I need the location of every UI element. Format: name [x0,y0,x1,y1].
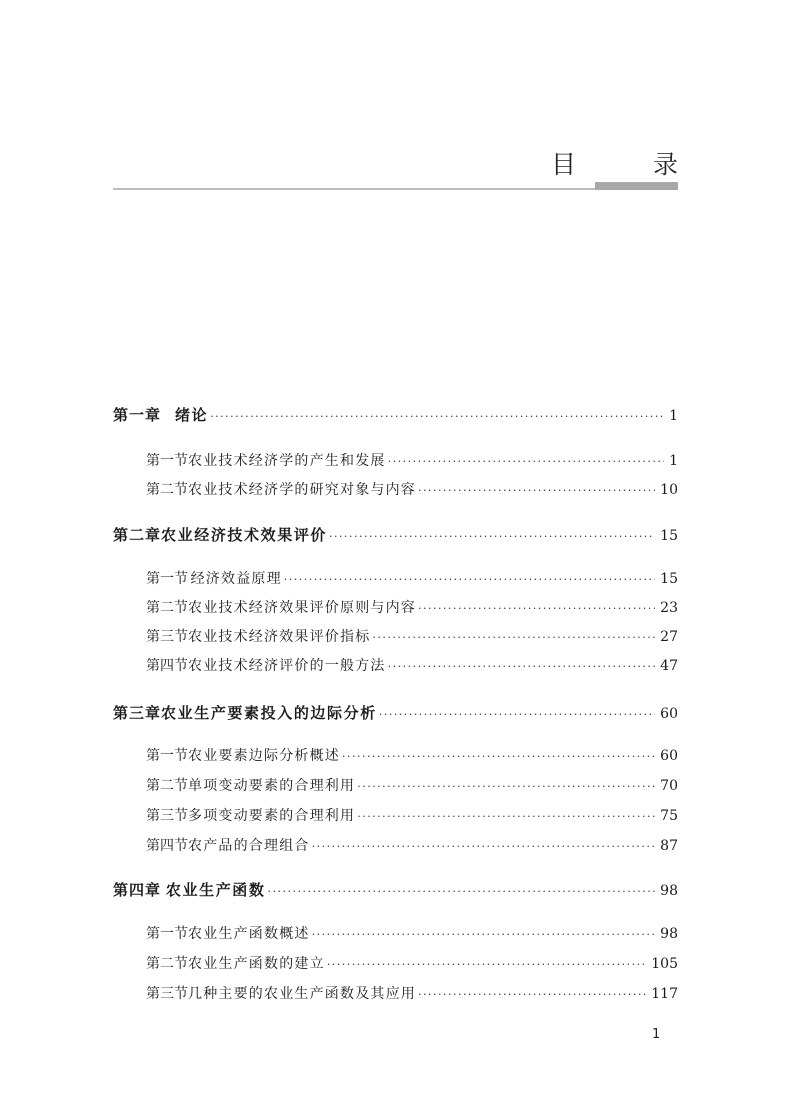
dot-leader [418,484,655,497]
toc-section-4-2[interactable] [146,953,678,973]
section-title: 单项变动要素的合理利用 [188,778,356,794]
chapter-number: 第一章 [113,406,162,424]
chapter-number: 第二章 [113,526,162,544]
page-ref: 98 [660,883,678,899]
dot-leader [388,660,656,673]
dot-leader [327,958,646,971]
dot-leader [379,708,655,721]
section-number: 第一节 [146,571,188,587]
section-title: 经济效益原理 [190,571,282,587]
page-ref: 15 [660,571,678,587]
dot-leader [268,885,656,898]
page-ref: 70 [660,778,678,794]
section-title: 多项变动要素的合理利用 [188,808,356,824]
toc-section-2-4[interactable] [146,655,678,675]
dot-leader [284,573,655,586]
page-number: 1 [652,1027,661,1042]
toc-section-4-1[interactable] [146,923,678,943]
chapter-title: 农业生产函数 [165,881,266,899]
toc-chapter-2[interactable] [113,524,678,545]
dot-leader [357,810,655,823]
page-ref: 15 [660,528,678,544]
chapter-number: 第四章 [113,881,162,899]
section-title: 农业技术经济学的产生和发展 [188,453,386,469]
toc-section-2-3[interactable] [146,626,678,646]
section-number: 第一节 [146,748,188,764]
section-title: 农业要素边际分析概述 [188,748,340,764]
toc-section-3-4[interactable] [146,835,678,855]
page-ref: 1 [669,453,678,469]
toc-section-1-1[interactable] [146,450,678,470]
dot-leader [418,602,655,615]
chapter-title: 绪论 [174,406,209,424]
page-ref: 117 [651,986,678,1002]
title-underline [113,188,678,190]
dot-leader [329,530,655,543]
page-ref: 87 [660,838,678,854]
section-number: 第二节 [146,600,188,616]
chapter-title: 农业生产要素投入的边际分析 [161,704,377,722]
section-number: 第四节 [146,838,188,854]
chapter-number: 第三章 [113,704,162,722]
toc-chapter-3[interactable] [113,702,678,723]
toc-section-2-1[interactable] [146,568,678,588]
page-ref: 98 [660,926,678,942]
page-ref: 10 [660,482,678,498]
section-title: 农产品的合理组合 [188,838,310,854]
page-ref: 1 [669,408,678,424]
dot-leader [342,750,655,763]
section-number: 第一节 [146,926,188,942]
section-title: 几种主要的农业生产函数及其应用 [188,986,416,1002]
chapter-title: 农业经济技术效果评价 [161,526,328,544]
page-ref: 60 [660,748,678,764]
toc-section-3-1[interactable] [146,745,678,765]
page-ref: 27 [660,629,678,645]
section-number: 第四节 [146,658,188,674]
section-number: 第三节 [146,986,188,1002]
dot-leader [372,631,655,644]
section-title: 农业技术经济效果评价指标 [188,629,371,645]
toc-section-3-2[interactable] [146,775,678,795]
page-ref: 75 [660,808,678,824]
toc-section-4-3[interactable] [146,983,678,1003]
dot-leader [312,928,656,941]
dot-leader [388,455,664,468]
dot-leader [312,840,656,853]
dot-leader [418,988,646,1001]
section-number: 第二节 [146,778,188,794]
section-title: 农业生产函数概述 [188,926,310,942]
toc-section-3-3[interactable] [146,805,678,825]
page-ref: 60 [660,706,678,722]
page-ref: 23 [660,600,678,616]
section-number: 第三节 [146,629,188,645]
section-title: 农业技术经济评价的一般方法 [188,658,386,674]
page-title: 目 录 [550,150,704,179]
section-number: 第三节 [146,808,188,824]
page-ref: 105 [651,956,678,972]
page-ref: 47 [660,658,678,674]
section-number: 第二节 [146,956,188,972]
toc-chapter-4[interactable] [113,879,678,900]
toc-section-2-2[interactable] [146,597,678,617]
title-underline-accent [595,182,678,190]
section-number: 第二节 [146,482,188,498]
toc-section-1-2[interactable] [146,479,678,499]
section-title: 农业技术经济学的研究对象与内容 [188,482,416,498]
section-title: 农业技术经济效果评价原则与内容 [188,600,416,616]
dot-leader [357,780,655,793]
section-number: 第一节 [146,453,188,469]
dot-leader [210,410,664,423]
toc-chapter-1[interactable] [113,404,678,425]
section-title: 农业生产函数的建立 [188,956,325,972]
